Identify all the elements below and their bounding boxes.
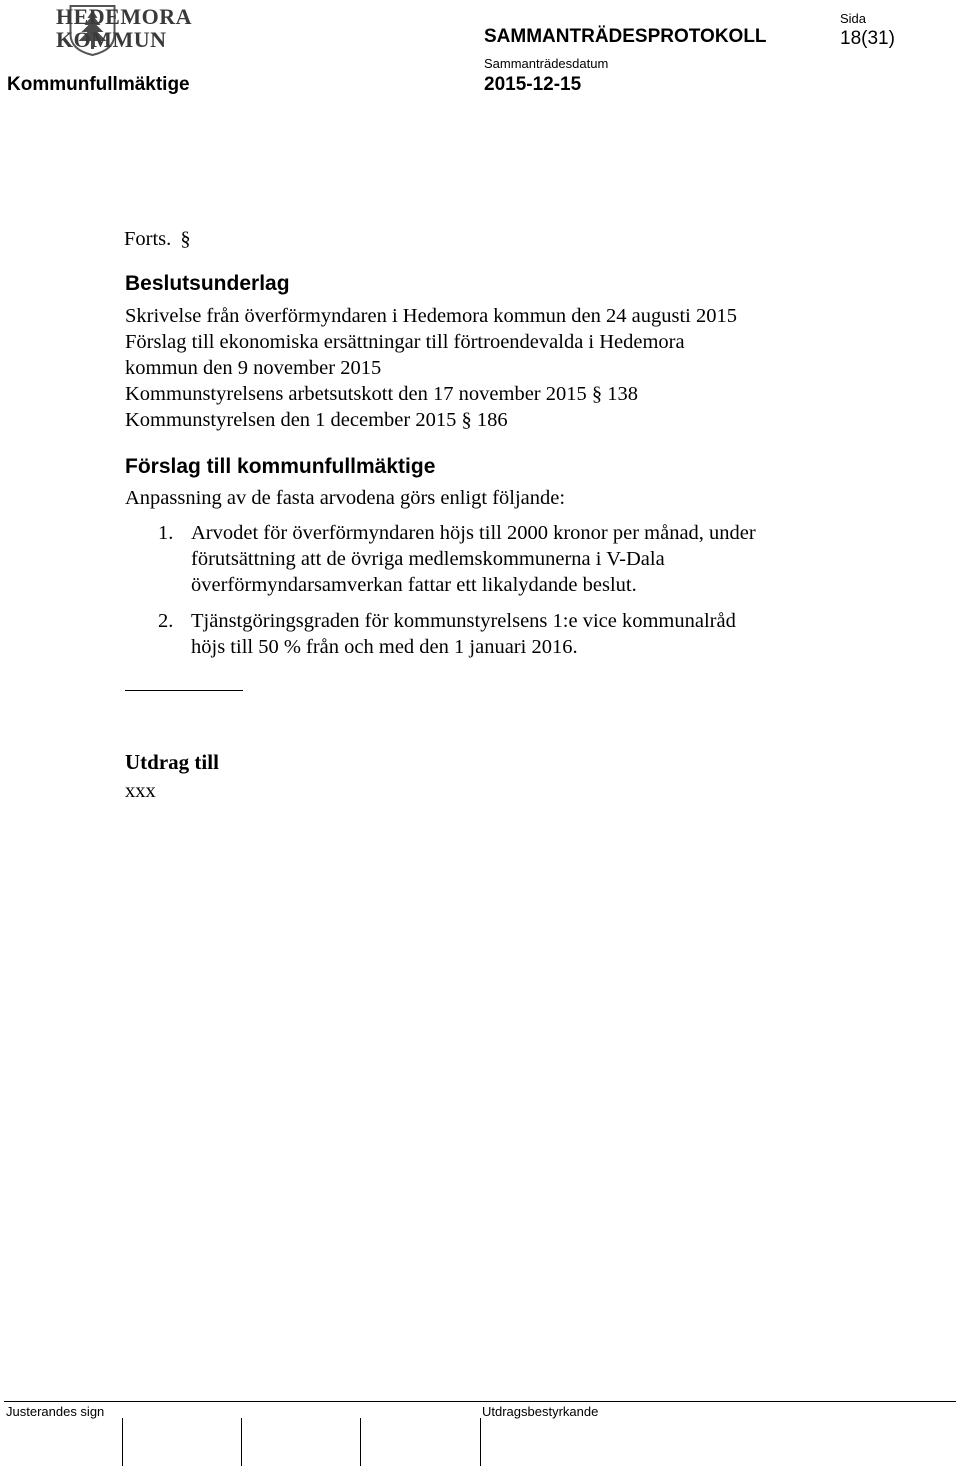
signature-box-divider xyxy=(241,1418,242,1466)
section-symbol: § xyxy=(180,228,191,250)
separator-rule xyxy=(125,690,243,691)
extract-value: xxx xyxy=(125,780,156,802)
signature-box-divider xyxy=(122,1418,123,1466)
item-line: Arvodet för överförmyndaren höjs till 2000 kronor per månad, under xyxy=(191,522,756,544)
basis-line: Skrivelse från överförmyndaren i Hedemora kommun den 24 augusti 2015 xyxy=(125,305,737,327)
item-number: 2. xyxy=(158,610,174,632)
certification-label: Utdragsbestyrkande xyxy=(482,1404,599,1419)
item-line: förutsättning att de övriga medlemskommunerna i V-Dala xyxy=(191,548,665,570)
date-label: Sammanträdesdatum xyxy=(484,56,609,71)
signature-box-divider xyxy=(480,1418,481,1466)
logo-text-line1: HEDEMORA xyxy=(56,4,192,29)
continued-text: Forts. xyxy=(124,228,172,250)
proposal-intro: Anpassning av de fasta arvodena görs enligt följande: xyxy=(125,487,566,509)
signature-footer xyxy=(4,1401,956,1462)
page-label: Sida xyxy=(840,11,867,26)
basis-list xyxy=(125,303,737,433)
proposal-heading: Förslag till kommunfullmäktige xyxy=(125,455,436,478)
item-line: höjs till 50 % från och med den 1 januari 2016. xyxy=(191,636,578,658)
basis-line: Kommunstyrelsens arbetsutskott den 17 november 2015 § 138 xyxy=(125,383,639,405)
document-type: SAMMANTRÄDESPROTOKOLL xyxy=(484,26,767,47)
item-number: 1. xyxy=(158,522,174,544)
logo-text-line2: KOMMUN xyxy=(56,27,167,52)
extract-heading: Utdrag till xyxy=(125,750,219,774)
signer-label: Justerandes sign xyxy=(6,1404,105,1419)
signature-box-divider xyxy=(360,1418,361,1466)
item-line: Tjänstgöringsgraden för kommunstyrelsens 1:e vice kommunalråd xyxy=(191,610,736,632)
basis-line: Kommunstyrelsen den 1 december 2015 § 186 xyxy=(125,409,508,431)
continued-label xyxy=(124,226,191,252)
item-line: överförmyndarsamverkan fattar ett likalydande beslut. xyxy=(191,574,637,596)
page-number: 18(31) xyxy=(840,28,895,49)
date-value: 2015-12-15 xyxy=(484,74,582,95)
basis-line: kommun den 9 november 2015 xyxy=(125,357,382,379)
basis-heading: Beslutsunderlag xyxy=(125,272,290,295)
body-name: Kommunfullmäktige xyxy=(7,74,190,95)
basis-line: Förslag till ekonomiska ersättningar till förtroendevalda i Hedemora xyxy=(125,331,685,353)
